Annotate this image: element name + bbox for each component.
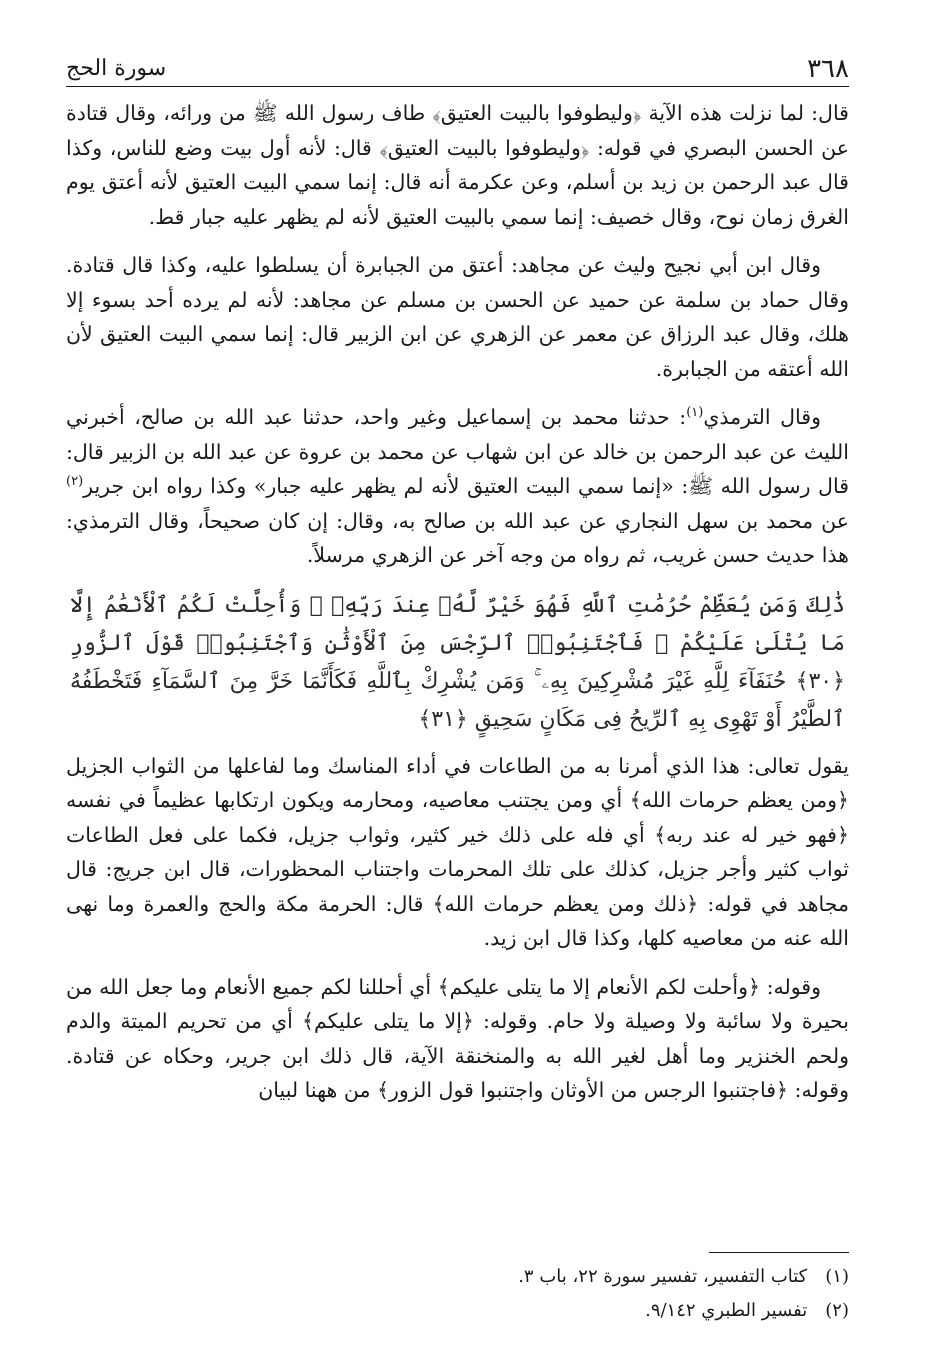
tirmidhi-text-middle: : حدثنا محمد بن إسماعيل وغير واحد، حدثنا عبد الله بن صالح، أخبرني الليث عن عبد الرحمن بن خالد عن ابن شهاب عن محمد بن عروة عن عبد الله بن الزبير قال: قال رسول الله ﷺ: «إنما سمي البيت العتيق لأنه لم يظهر عليه جبار» وكذا رواه ابن جرير: [66, 405, 849, 498]
footnotes: [66, 1260, 849, 1328]
page-number: ٣٦٨: [807, 54, 849, 84]
quran-verse: ذَٰلِكَ وَمَن يُعَظِّمْ حُرُمَٰتِ ٱللَّهِ فَهُوَ خَيْرٌ لَّهُۥ عِندَ رَبِّهِۦ ۗ وَأُحِلَّتْ لَكُمُ ٱلْأَنْعَٰمُ إِلَّا مَا يُتْلَىٰ عَلَيْكُمْ ۖ فَٱجْتَنِبُوا۟ ٱلرِّجْسَ مِنَ ٱلْأَوْثَٰنِ وَٱجْتَنِبُوا۟ قَوْلَ ٱلزُّورِ ﴿٣٠﴾ حُنَفَآءَ لِلَّهِ غَيْرَ مُشْرِكِينَ بِهِۦ ۚ وَمَن يُشْرِكْ بِٱللَّهِ فَكَأَنَّمَا خَرَّ مِنَ ٱلسَّمَآءِ فَتَخْطَفُهُ ٱلطَّيْرُ أَوْ تَهْوِى بِهِ ٱلرِّيحُ فِى مَكَانٍ سَحِيقٍ ﴿٣١﴾: [70, 592, 845, 732]
paragraph-tirmidhi: [66, 400, 849, 573]
commentary-paragraph-1: يقول تعالى: هذا الذي أمرنا به من الطاعات في أداء المناسك وما لفاعلها من الثواب الجزيل ﴿ومن يعظم حرمات الله﴾ أي ومن يجتنب معاصيه، ومحارمه ويكون ارتكابها عظيماً في نفسه ﴿فهو خير له عند ربه﴾ أي فله على ذلك خير كثير، وثواب جزيل، فكما على فعل الطاعات ثواب كثير وأجر جزيل، كذلك على تلك المحرمات واجتناب المحظورات، قال ابن جريج: قال مجاهد في قوله: ﴿ذلك ومن يعظم حرمات الله﴾ قال: الحرمة مكة والحج والعمرة وما نهى الله عنه من معاصيه كلها، وكذا قال ابن زيد.: [66, 753, 849, 950]
footnote-ref-1: (١): [686, 405, 704, 421]
running-title: سورة الحج: [66, 56, 167, 81]
main-text: [66, 96, 849, 1122]
footnote-2-text: تفسير الطبري ٩/١٤٢.: [645, 1300, 808, 1321]
footnote-divider: [709, 1252, 849, 1253]
footnote-1-number: (١): [825, 1266, 849, 1287]
footnote-2: [66, 1294, 849, 1328]
paragraph-2: وقال ابن أبي نجيح وليث عن مجاهد: أعتق من الجبابرة أن يسلطوا عليه، وكذا قال قتادة. وقال حماد بن سلمة عن حميد عن الحسن بن مسلم عن مجاهد: لأنه لم يرده أحد بسوء إلا هلك، وقال عبد الرزاق عن معمر عن الزهري عن ابن الزبير قال: إنما سمي البيت العتيق لأن الله أعتقه من الجبابرة.: [66, 253, 849, 381]
footnote-2-number: (٢): [825, 1300, 849, 1321]
footnote-1: [66, 1260, 849, 1294]
page-header: [66, 52, 849, 87]
paragraph-1: قال: لما نزلت هذه الآية ﴿وليطوفوا بالبيت العتيق﴾ طاف رسول الله ﷺ من ورائه، وقال قتادة عن الحسن البصري في قوله: ﴿وليطوفوا بالبيت العتيق﴾ قال: لأنه أول بيت وضع للناس، وكذا قال عبد الرحمن بن زيد بن أسلم، وعن عكرمة أنه قال: إنما سمي البيت العتيق لأنه أعتق يوم الغرق زمان نوح، وقال خصيف: إنما سمي بالبيت العتيق لأنه لم يظهر عليه جبار قط.: [66, 101, 849, 229]
footnote-1-text: كتاب التفسير، تفسير سورة ٢٢، باب ٣.: [518, 1266, 808, 1287]
footnote-ref-2: (٢): [66, 474, 84, 490]
tirmidhi-text-end: عن محمد بن سهل النجاري عن عبد الله بن صالح به، وقال: إن كان صحيحاً، وقال الترمذي: هذا حديث حسن غريب، ثم رواه من وجه آخر عن الزهري مرسلاً.: [66, 508, 849, 567]
commentary-paragraph-2: وقوله: ﴿وأحلت لكم الأنعام إلا ما يتلى عليكم﴾ أي أحللنا لكم جميع الأنعام وما جعل الله من بحيرة ولا سائبة ولا وصيلة ولا حام. وقوله: ﴿إلا ما يتلى عليكم﴾ أي من تحريم الميتة والدم ولحم الخنزير وما أهل لغير الله به والمنخنقة الآية، قال ذلك ابن جرير، وحكاه عن قتادة. وقوله: ﴿فاجتنبوا الرجس من الأوثان واجتنبوا قول الزور﴾ من ههنا لبيان: [66, 974, 849, 1102]
tirmidhi-text-start: وقال الترمذي: [703, 405, 821, 429]
